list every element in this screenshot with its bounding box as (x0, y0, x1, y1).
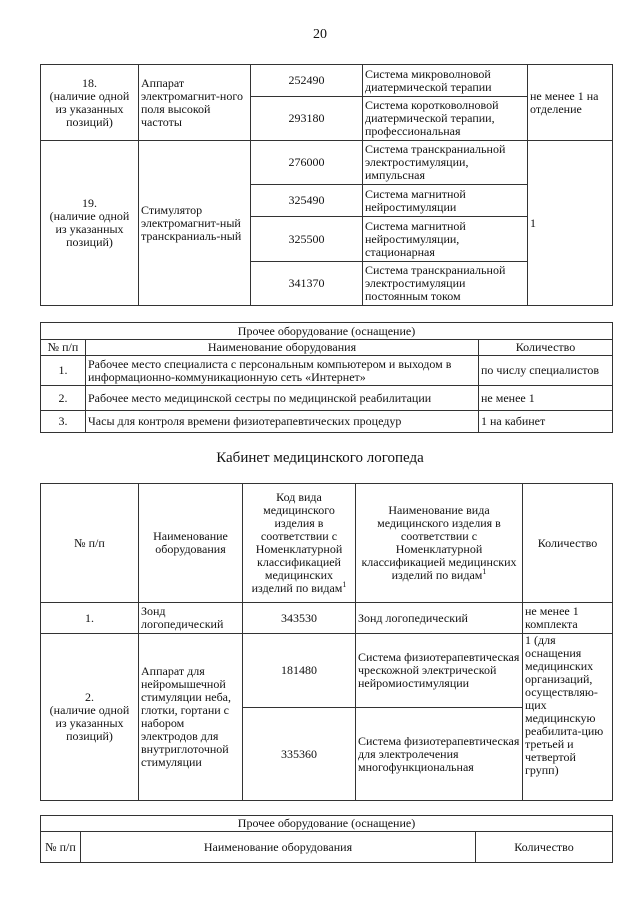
footnote-mark: 1 (482, 567, 487, 576)
table-row (41, 356, 613, 386)
header-type (356, 484, 523, 603)
header-row (41, 340, 613, 356)
other-equipment-table (40, 322, 613, 433)
page-number: 20 (313, 27, 327, 42)
device-code: 181480 (243, 634, 356, 708)
quantity: 1 (для оснащения медицинских организаций, осуществляю-щих медицинскую реабилита-цию третьей и четвертой групп) (523, 634, 613, 801)
footnote-mark: 1 (342, 580, 347, 589)
item-number: 3. (41, 411, 86, 433)
header-number: № п/п (41, 340, 86, 356)
header-name: Наименование оборудования (81, 832, 476, 863)
device-type: Система физиотерапевтическая чрескожной электрической нейромиостимуляции (356, 634, 523, 708)
header-row (41, 832, 613, 863)
device-code: 325500 (251, 217, 363, 262)
table-row (41, 411, 613, 433)
header-code (243, 484, 356, 603)
table-title: Прочее оборудование (оснащение) (41, 816, 613, 832)
equipment-name: Рабочее место медицинской сестры по медицинской реабилитации (86, 386, 479, 411)
item-number: 2. (41, 386, 86, 411)
equipment-name: Зонд логопедический (139, 603, 243, 634)
quantity: не менее 1 (479, 386, 613, 411)
device-type: Система микроволновой диатермической терапии (363, 65, 528, 97)
equipment-name: Часы для контроля времени физиотерапевтических процедур (86, 411, 479, 433)
table-row (41, 603, 613, 634)
table-row (41, 386, 613, 411)
item-number: 18. (наличие одной из указанных позиций) (41, 65, 139, 141)
header-quantity: Количество (476, 832, 613, 863)
device-code: 341370 (251, 262, 363, 306)
other-equipment-table-2 (40, 815, 613, 863)
item-number: 2. (наличие одной из указанных позиций) (41, 634, 139, 801)
device-type: Система магнитной нейростимуляции (363, 185, 528, 217)
header-type-text: Наименование вида медицинского изделия в соответствии с Номенклатурной классификацией медицинских изделий по видам (361, 503, 517, 582)
equipment-name: Аппарат электромагнит-ного поля высокой частоты (139, 65, 251, 141)
header-quantity: Количество (523, 484, 613, 603)
device-code: 343530 (243, 603, 356, 634)
quantity: не менее 1 комплекта (523, 603, 613, 634)
equipment-name: Стимулятор электромагнит-ный транскраниаль-ный (139, 141, 251, 306)
header-name: Наименование оборудования (86, 340, 479, 356)
quantity: 1 (528, 141, 613, 306)
device-type: Система транскраниальной электростимуляции постоянным током (363, 262, 528, 306)
quantity: 1 на кабинет (479, 411, 613, 433)
item-number: 1. (41, 603, 139, 634)
header-name: Наименование оборудования (139, 484, 243, 603)
header-row (41, 484, 613, 603)
header-number: № п/п (41, 832, 81, 863)
device-code: 276000 (251, 141, 363, 185)
device-type: Зонд логопедический (356, 603, 523, 634)
device-code: 252490 (251, 65, 363, 97)
device-code: 293180 (251, 97, 363, 141)
table-row (41, 141, 613, 185)
table-row (41, 634, 613, 708)
item-number: 1. (41, 356, 86, 386)
equipment-table-continued (40, 64, 613, 306)
speech-therapist-equipment-table (40, 483, 613, 801)
item-number: 19. (наличие одной из указанных позиций) (41, 141, 139, 306)
device-type: Система магнитной нейростимуляции, стационарная (363, 217, 528, 262)
table-title: Прочее оборудование (оснащение) (41, 323, 613, 340)
table-row (41, 65, 613, 97)
equipment-name: Аппарат для нейромышечной стимуляции неба, глотки, гортани с набором электродов для внутриглоточной стимуляции (139, 634, 243, 801)
device-type: Система коротковолновой диатермической терапии, профессиональная (363, 97, 528, 141)
header-quantity: Количество (479, 340, 613, 356)
quantity: не менее 1 на отделение (528, 65, 613, 141)
header-code-text: Код вида медицинского изделия в соответствии с Номенклатурной классификацией медицинских изделий по видам (251, 490, 343, 595)
section-title: Кабинет медицинского логопеда (216, 450, 424, 466)
device-code: 335360 (243, 708, 356, 801)
header-number: № п/п (41, 484, 139, 603)
quantity: по числу специалистов (479, 356, 613, 386)
device-type: Система физиотерапевтическая для электролечения многофункциональная (356, 708, 523, 801)
device-code: 325490 (251, 185, 363, 217)
equipment-name: Рабочее место специалиста с персональным компьютером и выходом в информационно-коммуникационную сеть «Интернет» (86, 356, 479, 386)
device-type: Система транскраниальной электростимуляции, импульсная (363, 141, 528, 185)
